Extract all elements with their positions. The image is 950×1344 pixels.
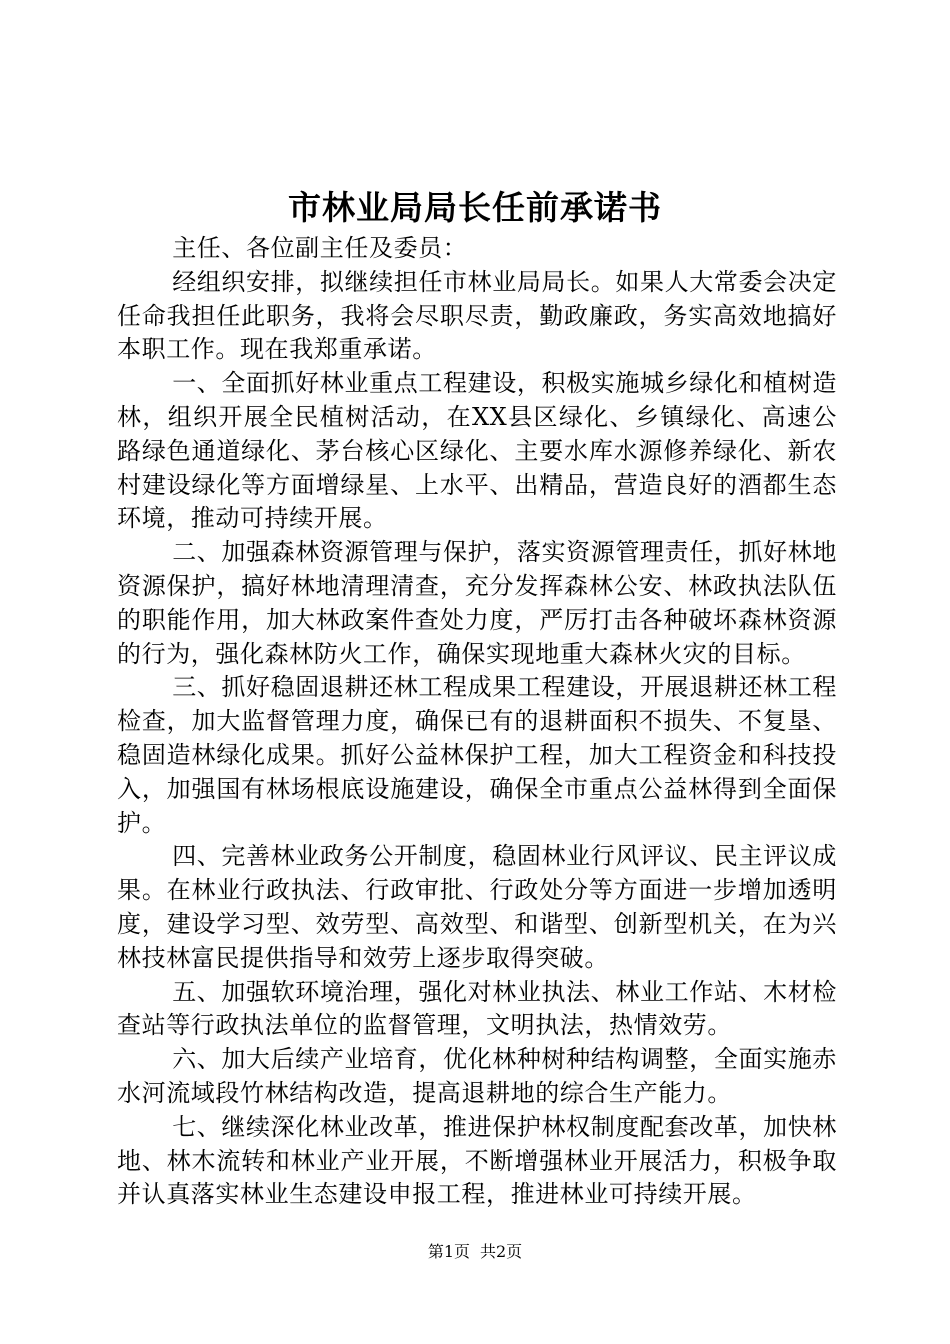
document-title: 市林业局局长任前承诺书	[288, 188, 662, 227]
paragraph-item-7: 七、继续深化林业改革，推进保护林权制度配套改革，加快林地、林木流转和林业产业开展，不断增强林业开展活力，积极争取并认真落实林业生态建设申报工程，推进林业可持续开展。	[117, 1112, 837, 1209]
paragraph-item-5: 五、加强软环境治理，强化对林业执法、林业工作站、木材检查站等行政执法单位的监督管理，文明执法，热情效劳。	[117, 977, 837, 1040]
paragraph-item-2: 二、加强森林资源管理与保护，落实资源管理责任，抓好林地资源保护，搞好林地清理清查，充分发挥森林公安、林政执法队伍的职能作用，加大林政案件查处力度，严厉打击各种破坏森林资源的行为，强化森林防火工作，确保实现地重大森林火灾的目标。	[117, 538, 837, 668]
salutation: 主任、各位副主任及委员：	[172, 234, 468, 262]
paragraph-item-1: 一、全面抓好林业重点工程建设，积极实施城乡绿化和植树造林，组织开展全民植树活动，在XX县区绿化、乡镇绿化、高速公路绿色通道绿化、茅台核心区绿化、主要水库水源修养绿化、新农村建设绿化等方面增绿星、上水平、出精品，营造良好的酒都生态环境，推动可持续开展。	[117, 369, 837, 533]
paragraph-item-6: 六、加大后续产业培育，优化林种树种结构调整，全面实施赤水河流域段竹林结构改造，提高退耕地的综合生产能力。	[117, 1045, 837, 1107]
page-number-total: 共2页	[480, 1242, 523, 1261]
page-number-current: 第1页	[427, 1242, 470, 1261]
document-body	[117, 232, 837, 1212]
paragraph-intro: 经组织安排，拟继续担任市林业局局长。如果人大常委会决定任命我担任此职务，我将会尽职尽责，勤政廉政，务实高效地搞好本职工作。现在我郑重承诺。	[117, 267, 837, 364]
paragraph-item-3: 三、抓好稳固退耕还林工程成果工程建设，开展退耕还林工程检查，加大监督管理力度，确保已有的退耕面积不损失、不复垦、稳固造林绿化成果。抓好公益林保护工程，加大工程资金和科技投入，加强国有林场根底设施建设，确保全市重点公益林得到全面保护。	[117, 673, 837, 837]
page-footer	[0, 1241, 950, 1263]
paragraph-item-4: 四、完善林业政务公开制度，稳固林业行风评议、民主评议成果。在林业行政执法、行政审批、行政处分等方面进一步增加透明度，建设学习型、效劳型、高效型、和谐型、创新型机关，在为兴林技林富民提供指导和效劳上逐步取得突破。	[117, 842, 837, 972]
